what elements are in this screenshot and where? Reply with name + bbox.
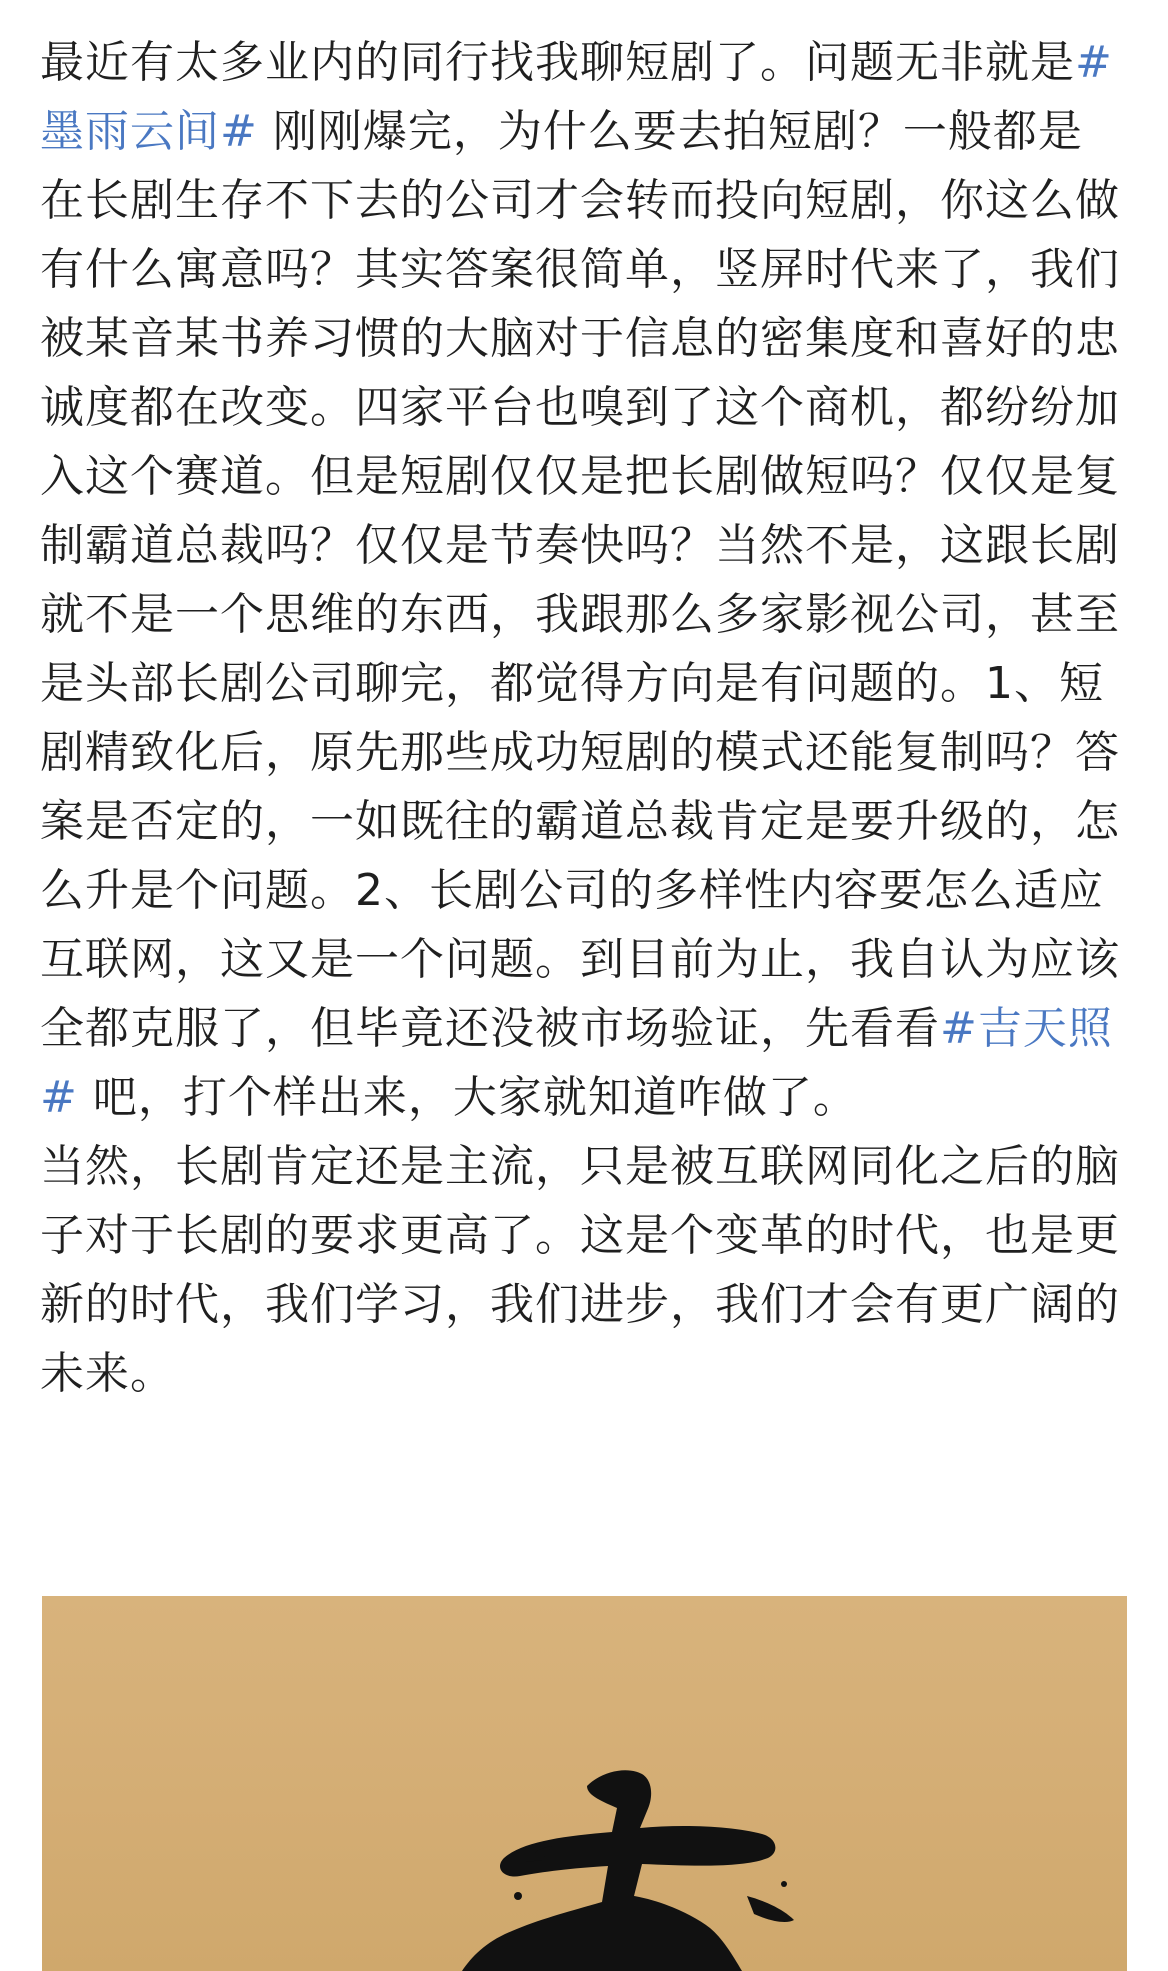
post-image[interactable] — [42, 1596, 1127, 1971]
post-text-segment: 最近有太多业内的同行找我聊短剧了。问题无非就是 — [40, 37, 1075, 88]
post-paragraph-1 — [40, 28, 1125, 1132]
post-paragraph-2: 当然，长剧肯定还是主流，只是被互联网同化之后的脑子对于长剧的要求更高了。这是个变革的时代，也是更新的时代，我们学习，我们进步，我们才会有更广阔的未来。 — [40, 1141, 1120, 1399]
post-text-segment: 吧，打个样出来，大家就知道咋做了。 — [77, 1072, 858, 1123]
post-text-segment: 刚刚爆完，为什么要去拍短剧？一般都是在长剧生存不下去的公司才会转而投向短剧，你这么做有什么寓意吗？其实答案很简单，竖屏时代来了，我们被某音某书养习惯的大脑对于信息的密集度和喜好的忠诚度都在改变。四家平台也嗅到了这个商机，都纷纷加入这个赛道。但是短剧仅仅是把长剧做短吗？仅仅是复制霸道总裁吗？仅仅是节奏快吗？当然不是，这跟长剧就不是一个思维的东西，我跟那么多家影视公司，甚至是头部长剧公司聊完，都觉得方向是有问题的。1、短剧精致化后，原先那些成功短剧的模式还能复制吗？答案是否定的，一如既往的霸道总裁肯定是要升级的，怎么升是个问题。2、长剧公司的多样性内容要怎么适应互联网，这又是一个问题。到目前为止，我自认为应该全都克服了，但毕竟还没被市场验证，先看看 — [40, 106, 1120, 1054]
hashtag-moyu-yunjian[interactable]: #墨雨云间# — [40, 37, 1113, 157]
calligraphy-brush-artwork — [42, 1596, 1127, 1971]
hashtag-ji-tianzhao[interactable]: #吉天照# — [40, 1003, 1113, 1123]
post-text — [40, 28, 1125, 1408]
